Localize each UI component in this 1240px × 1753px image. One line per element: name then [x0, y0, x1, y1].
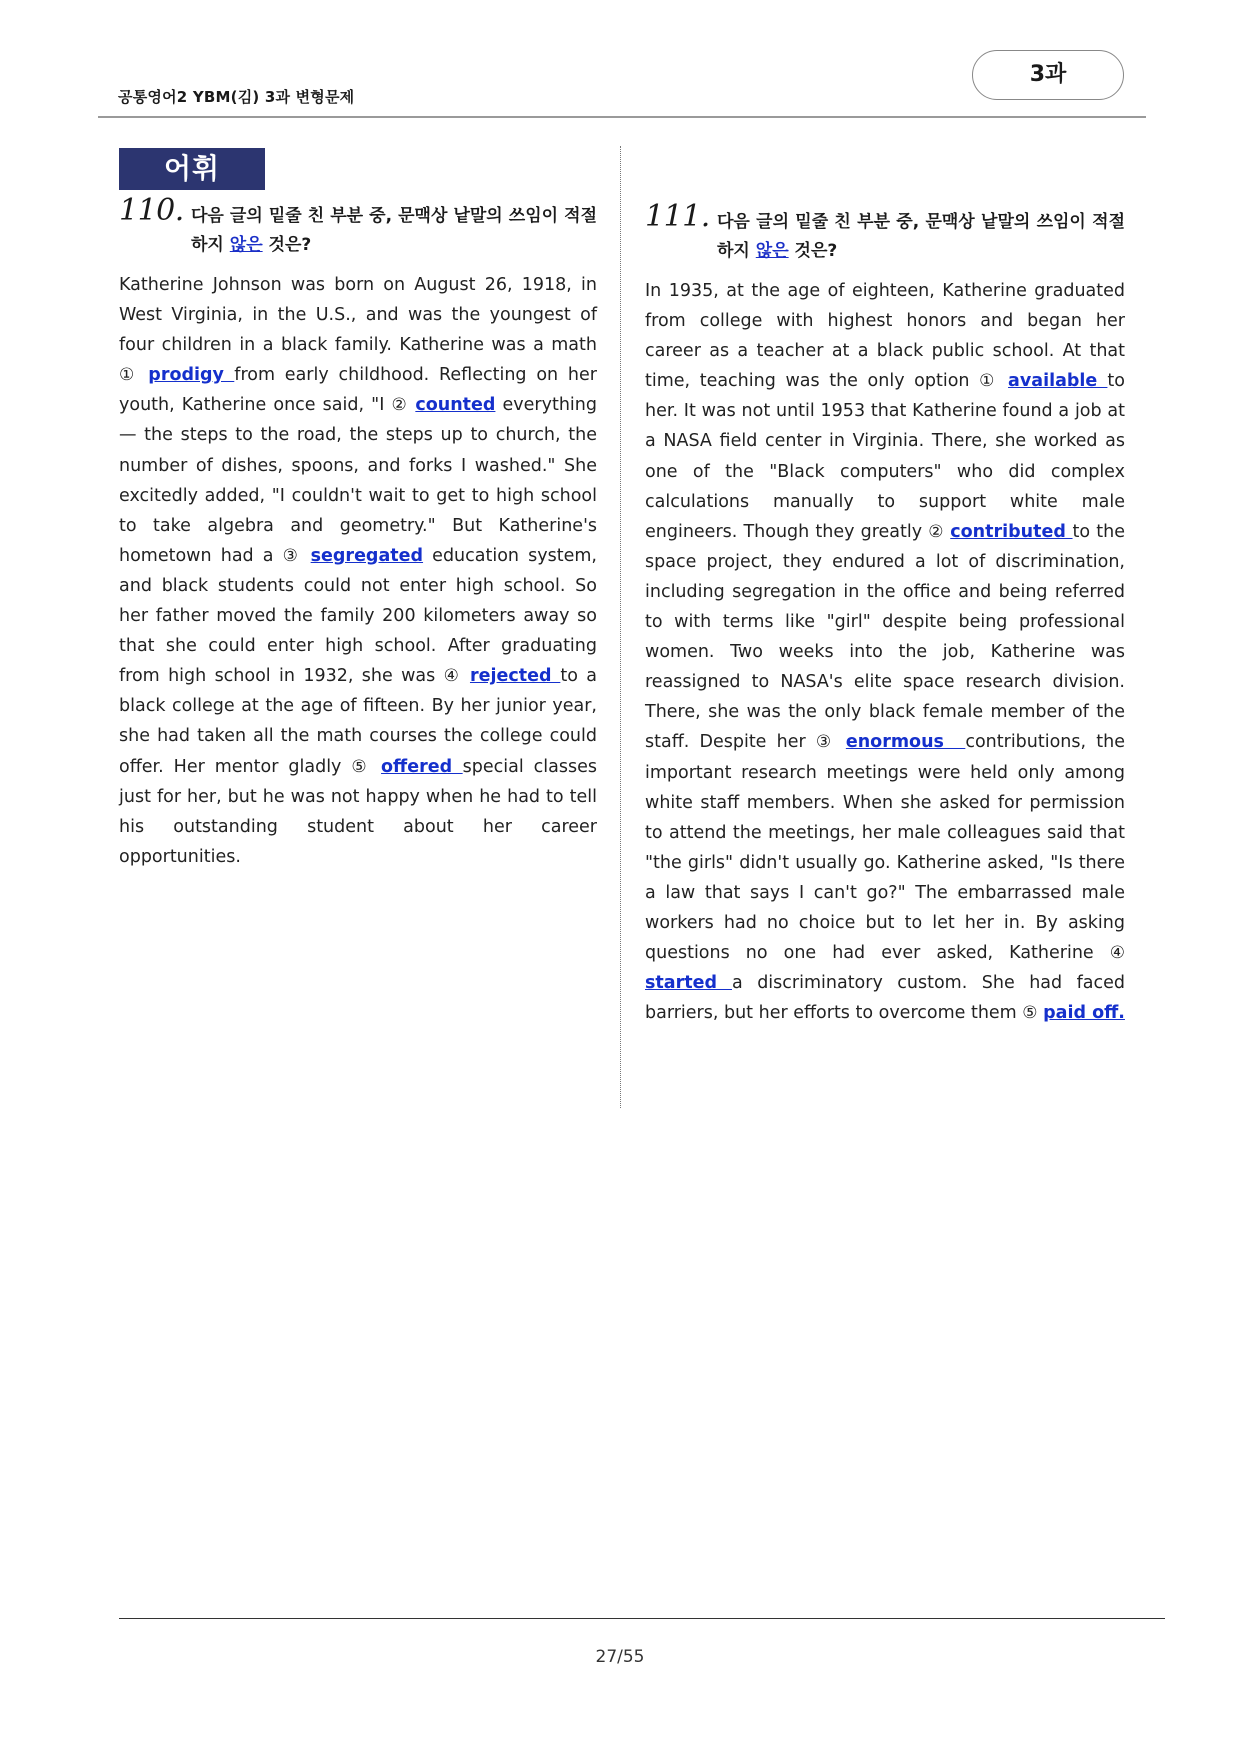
- underlined-choice: counted: [415, 395, 496, 416]
- question-passage: [645, 276, 1125, 1028]
- passage-text: everything — the steps to the road, the steps up to church, the number of dishes, spoons, and forks I washed." She excitedly added, "I couldn't wait to get to high school to take algebra and geometry." But Katherine's hometown had a: [119, 395, 597, 566]
- underlined-choice: contributed: [950, 521, 1073, 542]
- passage-text: a discriminatory custom. She had faced barriers, but her efforts to overcome them: [645, 973, 1125, 1024]
- prompt-negation: 않은: [755, 241, 789, 261]
- page-number: 27/55: [595, 1647, 645, 1667]
- choice-marker: ①: [119, 365, 139, 386]
- underlined-choice: paid off.: [1043, 1003, 1125, 1024]
- passage-text: In 1935, at the age of eighteen, Katherine graduated from college with highest honors and began her career as a teacher at a black public school. At that time, teaching was the only option: [645, 281, 1125, 392]
- underlined-choice: enormous: [845, 732, 966, 753]
- question-prompt: [119, 193, 597, 260]
- prompt-text: 다음 글의 밑줄 친 부분 중, 문맥상 낱말의 쓰임이 적절하지: [717, 212, 1125, 261]
- document-header-title: 공통영어2 YBM(김) 3과 변형문제: [118, 88, 355, 106]
- underlined-choice: prodigy: [148, 365, 235, 386]
- passage-text: from early childhood. Reflecting on her youth, Katherine once said, "I: [119, 365, 597, 416]
- question-number: 110.: [119, 193, 184, 228]
- passage-text: to the space project, they endured a lot of discrimination, including segregation in the office and being referred to with terms like "girl" despite being professional women. Two weeks into the job, Katherine was reassigned to NASA's elite space research division. There, she was the only black female member of the staff. Despite her: [645, 521, 1125, 753]
- question-111: [645, 199, 1125, 1028]
- underlined-choice: rejected: [469, 666, 561, 687]
- choice-marker: ⑤: [351, 756, 372, 777]
- choice-marker: ④: [1109, 943, 1125, 964]
- question-110: [119, 193, 598, 872]
- choice-marker: ②: [391, 395, 409, 416]
- column-divider: [620, 146, 621, 1108]
- choice-marker: ④: [443, 666, 462, 687]
- choice-marker: ③: [815, 732, 836, 753]
- passage-text: Katherine Johnson was born on August 26, 1918, in West Virginia, in the U.S., and was the youngest of four children in a black family. Katherine was a math: [119, 275, 597, 356]
- question-number: 111.: [645, 199, 710, 234]
- choice-marker: ②: [928, 521, 945, 542]
- prompt-text-end: 것은?: [262, 235, 312, 255]
- underlined-choice: offered: [381, 756, 463, 777]
- passage-text: to a black college at the age of fifteen. By her junior year, she had taken all the math courses the college could offer. Her mentor gladly: [119, 666, 597, 777]
- prompt-text: 다음 글의 밑줄 친 부분 중, 문맥상 낱말의 쓰임이 적절하지: [191, 206, 597, 255]
- section-label: 어휘: [119, 148, 265, 190]
- passage-text: contributions, the important research meetings were held only among white staff members. When she asked for permission to attend the meetings, her male colleagues said that "the girls" didn't usually go. Katherine asked, "Is there a law that says I can't go?" The embarrassed male workers had no choice but to let her in. By asking questions no one had ever asked, Katherine: [645, 732, 1125, 964]
- header-divider: [98, 116, 1146, 118]
- prompt-text-end: 것은?: [788, 241, 838, 261]
- footer-divider: [119, 1618, 1165, 1619]
- underlined-choice: started: [645, 973, 732, 994]
- passage-text: to her. It was not until 1953 that Katherine found a job at a NASA field center in Virginia. There, she worked as one of the "Black computers" who did complex calculations manually to support white male engineers. Though they greatly: [645, 371, 1125, 542]
- question-prompt: [645, 199, 1125, 266]
- choice-marker: ①: [979, 371, 999, 392]
- passage-text: education system, and black students could not enter high school. So her father moved the family 200 kilometers away so that she could enter high school. After graduating from high school in 1932, she was: [119, 545, 597, 687]
- choice-marker: ⑤: [1022, 1003, 1038, 1024]
- choice-marker: ③: [282, 545, 302, 566]
- underlined-choice: available: [1008, 371, 1108, 392]
- question-passage: [119, 270, 597, 872]
- lesson-badge: 3과: [972, 50, 1124, 100]
- underlined-choice: segregated: [310, 545, 424, 566]
- prompt-negation: 않은: [229, 235, 263, 255]
- passage-text: special classes just for her, but he was not happy when he had to tell his outstanding student about her career opportunities.: [119, 756, 598, 867]
